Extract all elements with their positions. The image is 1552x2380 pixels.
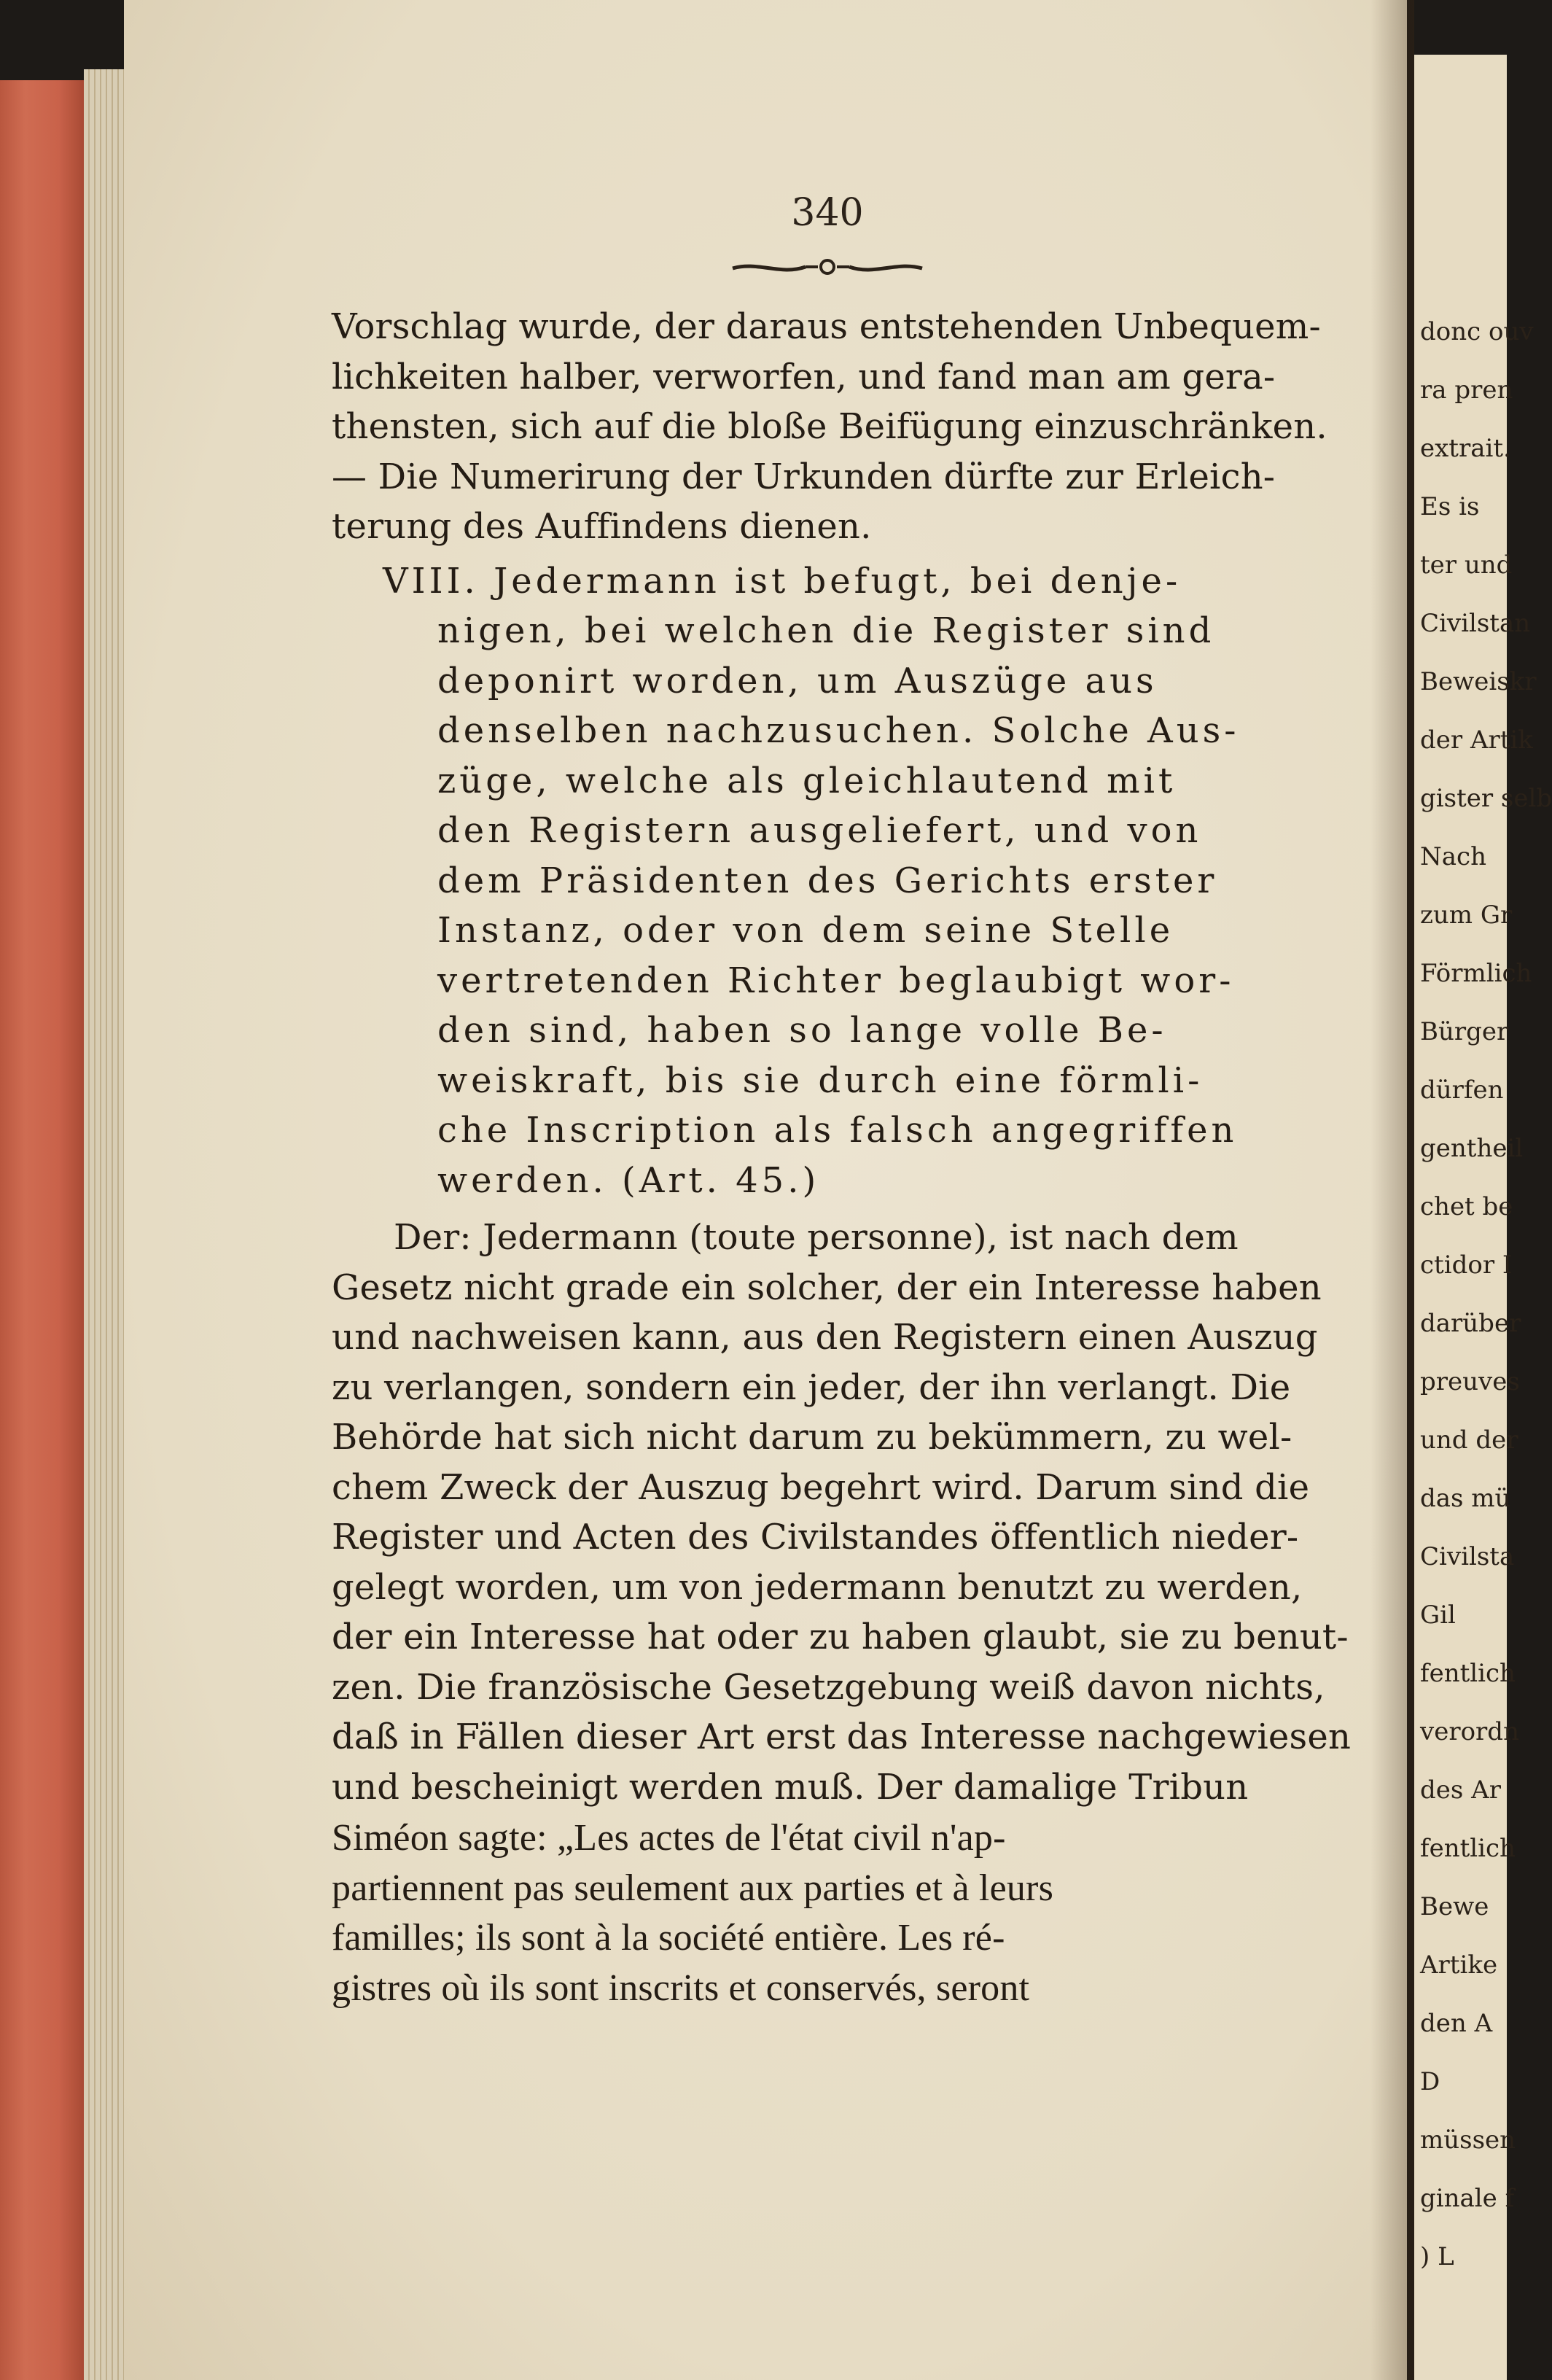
facing-page-text: gentheil — [1420, 1134, 1524, 1163]
text-line: che Inscription als falsch angegriffen — [437, 1110, 1238, 1151]
text-line: Vorschlag wurde, der daraus entstehenden Unbequem- — [332, 306, 1321, 347]
text-line: zu verlangen, sondern ein jeder, der ihn verlangt. Die — [332, 1366, 1291, 1408]
facing-page-text: Civilsta — [1420, 1542, 1515, 1571]
facing-page-fragment — [1414, 55, 1552, 2380]
book-page-edge — [0, 80, 84, 2380]
text-line: und bescheinigt werden muß. Der damalige Tribun — [332, 1766, 1249, 1808]
text-line: thensten, sich auf die bloße Beifügung einzuschränken. — [332, 406, 1327, 447]
facing-page-text: extrait. — [1420, 434, 1511, 463]
text-line: der ein Interesse hat oder zu haben glaubt, sie zu benut- — [332, 1617, 1349, 1657]
text-line: Der: Jedermann (toute personne), ist nach dem — [394, 1217, 1239, 1258]
facing-page-text: Nach — [1420, 842, 1486, 871]
facing-page-text: müssen — [1420, 2126, 1516, 2155]
text-line: zen. Die französische Gesetzgebung weiß davon nichts, — [332, 1666, 1325, 1708]
text-line: weiskraft, bis sie durch eine förmli- — [437, 1059, 1204, 1101]
stacked-page-edges — [84, 69, 124, 2380]
facing-page-text: Artike — [1420, 1951, 1498, 1980]
text-line: Register und Acten des Civilstandes öffentlich nieder- — [332, 1517, 1299, 1558]
facing-page-text: Bürger — [1420, 1017, 1509, 1046]
facing-page-text: ) L — [1420, 2242, 1454, 2271]
text-line: familles; ils sont à la société entière. Les ré- — [332, 1917, 1005, 1959]
facing-page-text: gister selb — [1420, 784, 1552, 813]
facing-page-text: Gil — [1420, 1601, 1456, 1630]
text-line: werden. (Art. 45.) — [437, 1159, 820, 1201]
facing-page-text: ter und — [1420, 551, 1513, 580]
text-line: den Registern ausgeliefert, und von — [437, 810, 1202, 851]
text-line: denselben nachzusuchen. Solche Aus- — [437, 710, 1240, 751]
facing-page-text: und der — [1420, 1426, 1518, 1455]
text-line: gelegt worden, um von jedermann benutzt zu werden, — [332, 1566, 1303, 1608]
facing-page-text: dürfen — [1420, 1076, 1504, 1105]
facing-page-text: D — [1420, 2067, 1440, 2096]
facing-page-text: donc ouv — [1420, 317, 1534, 346]
facing-page-text: darüber — [1420, 1309, 1521, 1338]
text-line: deponirt worden, um Auszüge aus — [437, 660, 1158, 701]
text-line: daß in Fällen dieser Art erst das Interesse nachgewiesen — [332, 1716, 1352, 1757]
page-number: 340 — [791, 191, 864, 235]
facing-page-text: zum Gr — [1420, 901, 1513, 930]
text-line: — Die Numerirung der Urkunden dürfte zur Erleich- — [332, 456, 1276, 497]
text-line: gistres où ils sont inscrits et conservés, seront — [332, 1967, 1030, 2009]
text-line: den sind, haben so lange volle Be- — [437, 1010, 1167, 1051]
facing-page-text: Förmlich — [1420, 959, 1532, 988]
text-line: terung des Auffindens dienen. — [332, 506, 872, 547]
text-line: lichkeiten halber, verworfen, und fand man am gera- — [332, 356, 1276, 397]
facing-page-text: fentlich — [1420, 1834, 1516, 1863]
text-line: nigen, bei welchen die Register sind — [437, 610, 1215, 651]
text-line: VIII. Jedermann ist befugt, bei denje- — [383, 560, 1182, 602]
text-line: und nachweisen kann, aus den Registern einen Auszug — [332, 1317, 1318, 1358]
facing-page-text: Beweiskr — [1420, 667, 1537, 696]
facing-page-text: Es is — [1420, 492, 1480, 521]
facing-page-text: ra pren — [1420, 376, 1513, 405]
text-line: Gesetz nicht grade ein solcher, der ein Interesse haben — [332, 1267, 1322, 1308]
text-line: Siméon sagte: „Les actes de l'état civil n'ap- — [332, 1817, 1006, 1859]
text-line: chem Zweck der Auszug begehrt wird. Darum sind die — [332, 1466, 1310, 1508]
facing-page-text: preuves — [1420, 1367, 1520, 1396]
facing-page-text: der Artik — [1420, 726, 1533, 755]
ornament-divider-icon — [729, 255, 926, 277]
text-line: vertretenden Richter beglaubigt wor- — [437, 960, 1235, 1001]
facing-page-text: fentlich — [1420, 1659, 1516, 1688]
facing-page-text: den A — [1420, 2009, 1493, 2038]
text-line: dem Präsidenten des Gerichts erster — [437, 860, 1218, 901]
facing-page-text: ctidor I — [1420, 1251, 1513, 1280]
book-gutter — [1370, 0, 1414, 2380]
facing-page-text: Civilstan — [1420, 609, 1531, 638]
text-line: partiennent pas seulement aux parties et à leurs — [332, 1867, 1054, 1909]
text-line: Behörde hat sich nicht darum zu bekümmern, zu wel- — [332, 1417, 1292, 1458]
facing-page-text: verordn — [1420, 1717, 1519, 1746]
facing-page-text: Bewe — [1420, 1892, 1489, 1921]
facing-page-text: ginale f — [1420, 2184, 1515, 2213]
text-line: züge, welche als gleichlautend mit — [437, 760, 1177, 801]
facing-page-text: chet be — [1420, 1192, 1513, 1221]
facing-page-text: das mü — [1420, 1484, 1511, 1513]
facing-page-text: des Ar — [1420, 1776, 1501, 1805]
text-line: Instanz, oder von dem seine Stelle — [437, 910, 1174, 951]
